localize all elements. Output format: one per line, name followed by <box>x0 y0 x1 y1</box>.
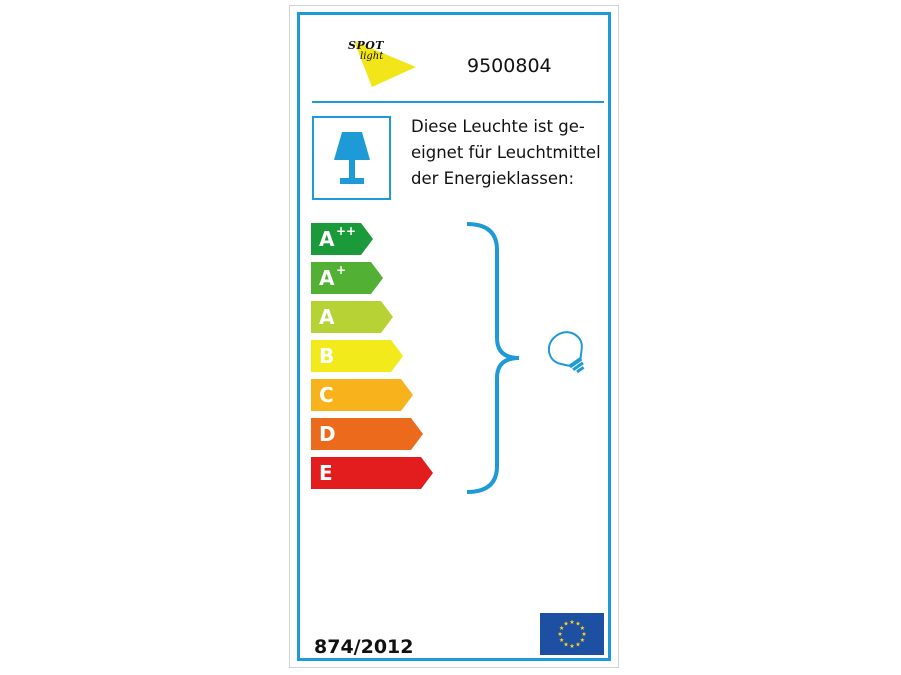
energy-class-1 <box>311 223 373 255</box>
energy-class-3 <box>311 301 393 333</box>
divider <box>312 101 604 103</box>
brand-name-line2: light <box>360 51 384 62</box>
energy-class-letter: A <box>319 227 335 251</box>
energy-label <box>289 5 619 668</box>
energy-class-letter: C <box>319 383 334 407</box>
light-bulb-icon <box>545 328 591 376</box>
energy-class-letter: A <box>319 305 335 329</box>
table-lamp-icon <box>314 118 389 198</box>
brand-name-line1: SPOT <box>348 39 384 52</box>
energy-class-letter: A <box>319 266 335 290</box>
brand-logo <box>348 37 418 89</box>
regulation-number: 874/2012 <box>314 636 414 658</box>
energy-class-4 <box>311 340 403 372</box>
energy-class-superscript: ++ <box>336 224 357 238</box>
energy-class-letter: B <box>319 344 335 368</box>
energy-class-superscript: + <box>336 263 347 277</box>
energy-class-7 <box>311 457 433 489</box>
energy-class-letter: D <box>319 422 336 446</box>
model-number: 9500804 <box>467 55 552 77</box>
curly-brace-icon <box>467 220 527 495</box>
energy-class-2 <box>311 262 383 294</box>
eu-flag-icon <box>540 613 604 655</box>
energy-class-5 <box>311 379 413 411</box>
energy-class-6 <box>311 418 423 450</box>
lamp-icon-box <box>312 116 391 200</box>
fitness-description: Diese Leuchte ist ge- eignet für Leuchtmittel der Energieklassen: <box>411 117 601 188</box>
energy-label-frame <box>297 12 611 661</box>
energy-class-letter: E <box>319 461 333 485</box>
